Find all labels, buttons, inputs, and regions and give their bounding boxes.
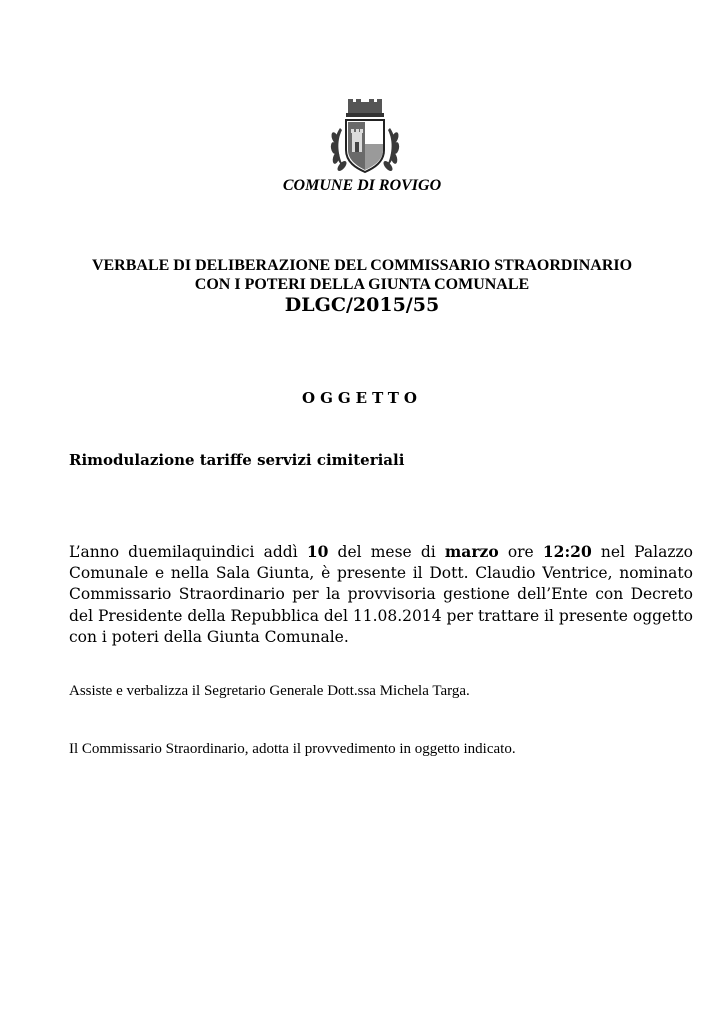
assiste-line: Assiste e verbalizza il Segretario Generale Dott.ssa Michela Targa.	[69, 683, 470, 699]
commissario-line: Il Commissario Straordinario, adotta il provvedimento in oggetto indicato.	[69, 741, 516, 757]
verbale-title-line2: CON I POTERI DELLA GIUNTA COMUNALE	[194, 276, 530, 293]
verbale-title	[0, 256, 724, 294]
oggetto-heading: OGGETTO	[302, 389, 422, 407]
comune-name: COMUNE DI ROVIGO	[282, 177, 442, 194]
body-paragraph	[69, 541, 693, 648]
body-text-d: nel Palazzo Comunale e nella Sala Giunta, è presente il Dott. Claudio Ventrice, nominato Commissario Straordinario per la provvisoria gestione dell’Ente con Decreto del Presidente della Repubblica del 11.08.2014 per trattare il presente oggetto con i poteri della Giunta Comunale.	[69, 543, 693, 646]
body-text-a: L’anno duemilaquindici addì	[69, 543, 307, 561]
verbale-title-line1: VERBALE DI DELIBERAZIONE DEL COMMISSARIO STRAORDINARIO	[91, 257, 633, 274]
body-text-b: del mese di	[328, 543, 445, 561]
month-value: marzo	[444, 542, 499, 561]
city-crest-emblem	[326, 98, 404, 178]
deliberation-code: DLGC/2015/55	[284, 294, 440, 316]
body-text-c: ore	[498, 543, 543, 561]
oggetto-subject: Rimodulazione tariffe servizi cimiteriali	[69, 451, 405, 469]
day-value: 10	[306, 542, 329, 561]
time-value: 12:20	[542, 542, 592, 561]
